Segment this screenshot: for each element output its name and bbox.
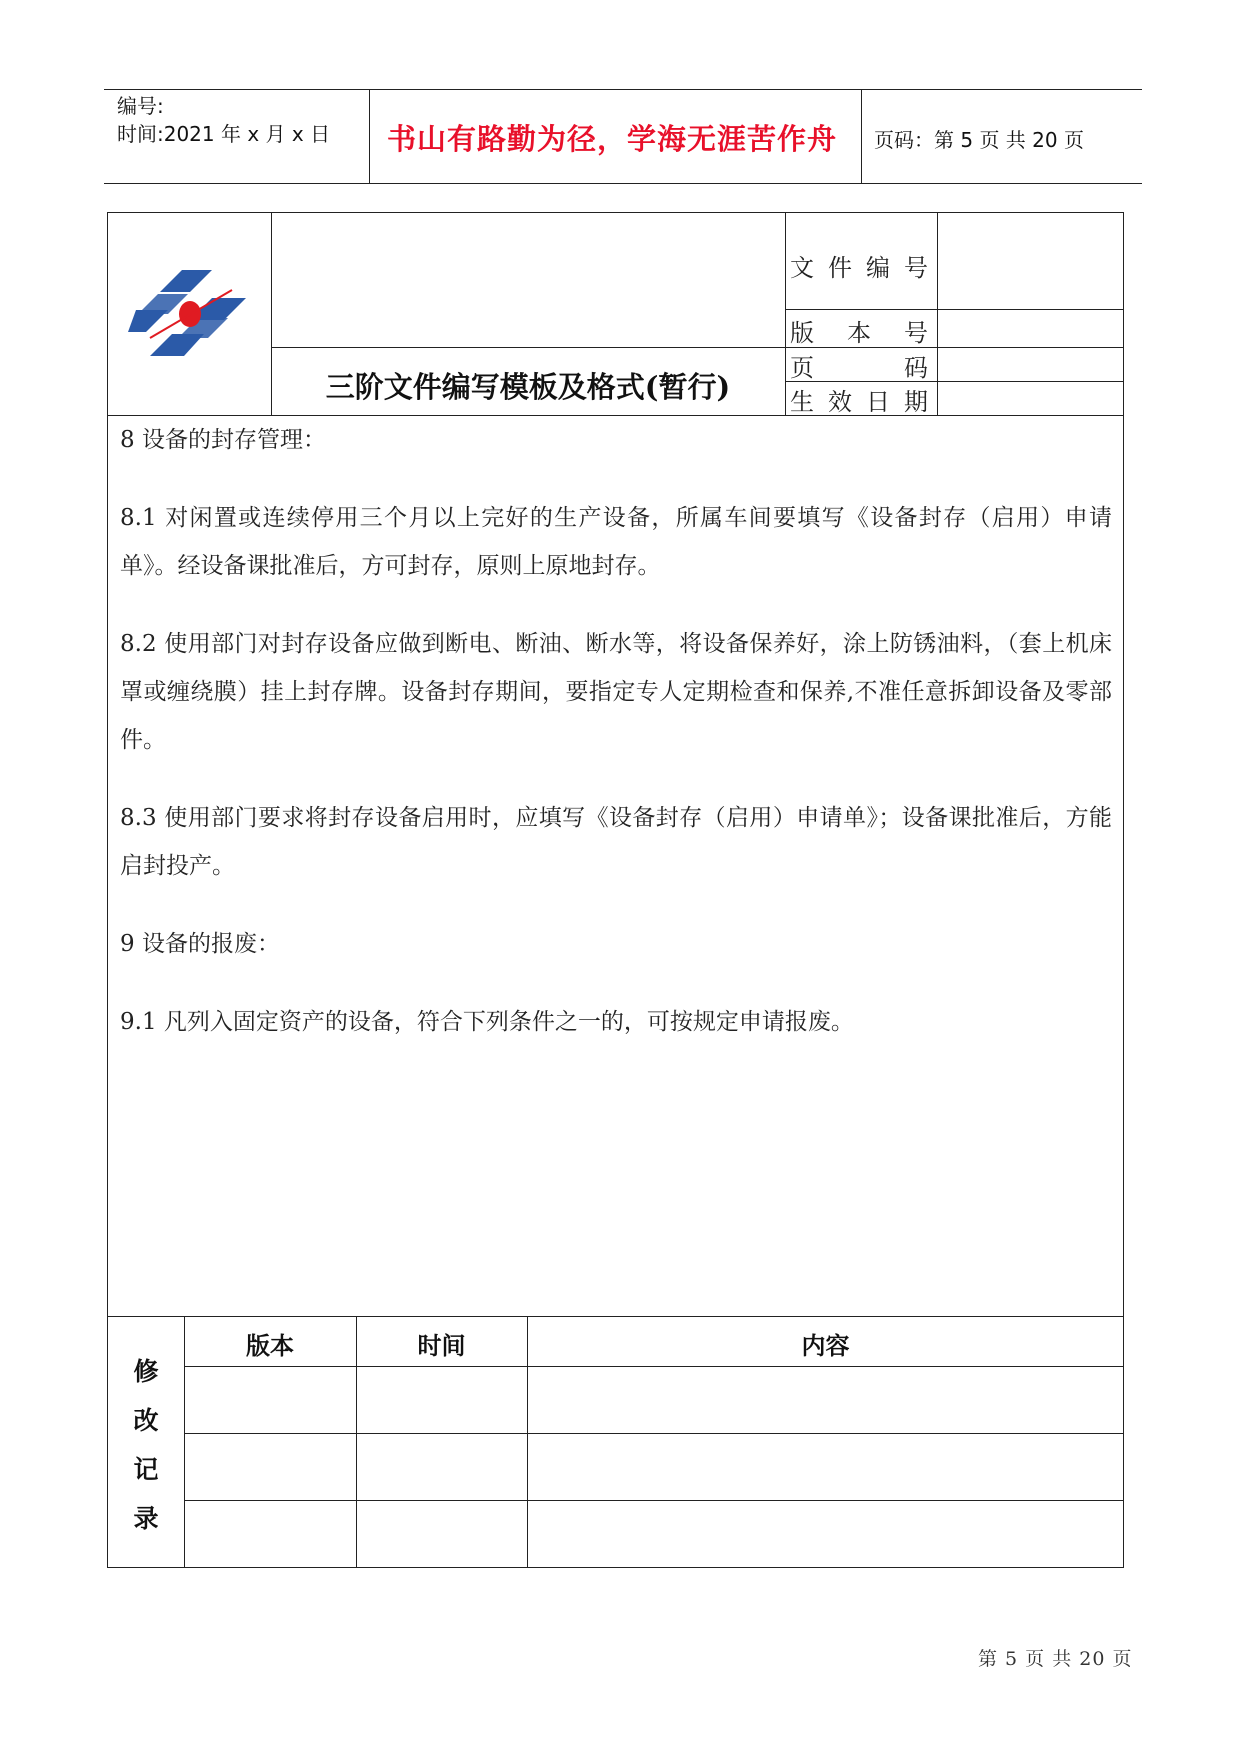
meta-char: 生 xyxy=(790,388,814,416)
revision-side-char: 记 xyxy=(133,1455,159,1484)
paragraph-8-2: 8.2 使用部门对封存设备应做到断电、断油、断水等，将设备保养好，涂上防锈油料，（套上机床罩或缠绕膜）挂上封存牌。设备封存期间，要指定专人定期检查和保养,不准任意拆卸设备及零部件。 xyxy=(120,631,1112,753)
meta-label-page xyxy=(790,348,928,383)
header-top-rule xyxy=(104,89,1142,90)
revision-side-char: 修 xyxy=(133,1357,159,1386)
meta-char: 号 xyxy=(904,254,928,282)
company-logo xyxy=(128,268,252,364)
header-code-label: 编号: xyxy=(117,94,164,118)
meta-char: 码 xyxy=(904,354,928,382)
meta-row-rule-1 xyxy=(785,309,1124,310)
revision-row-rule-1 xyxy=(184,1433,1124,1434)
document-body xyxy=(120,416,1112,1076)
title-block-value-divider xyxy=(937,212,938,415)
revision-side-char: 改 xyxy=(133,1406,159,1435)
revision-col-content: 内容 xyxy=(801,1331,850,1360)
document-title: 三阶文件编写模板及格式(暂行) xyxy=(325,370,731,404)
meta-char: 期 xyxy=(904,388,928,416)
meta-label-version xyxy=(790,313,928,348)
meta-char: 编 xyxy=(866,254,890,282)
header-meta xyxy=(117,92,330,148)
revision-col-version: 版本 xyxy=(246,1331,294,1360)
header-bottom-rule xyxy=(104,183,1142,184)
paragraph-heading-9: 9 设备的报废： xyxy=(120,931,280,957)
meta-char: 效 xyxy=(828,388,852,416)
meta-char: 文 xyxy=(790,254,814,282)
revision-header-rule xyxy=(184,1366,1124,1367)
revision-table-top-rule xyxy=(107,1316,1124,1317)
meta-char: 版 xyxy=(790,319,814,347)
revision-col-time: 时间 xyxy=(417,1331,466,1360)
meta-char: 号 xyxy=(904,319,928,347)
meta-char: 日 xyxy=(866,388,890,416)
header-page-info: 页码：第 5 页 共 20 页 xyxy=(874,128,1084,152)
meta-char: 本 xyxy=(847,319,871,347)
footer-page-info: 第 5 页 共 20 页 xyxy=(978,1648,1133,1670)
revision-row-rule-2 xyxy=(184,1500,1124,1501)
paragraph-heading-8: 8 设备的封存管理： xyxy=(120,427,326,453)
meta-char: 页 xyxy=(790,354,814,382)
paragraph-8-1: 8.1 对闲置或连续停用三个月以上完好的生产设备，所属车间要填写《设备封存（启用）申请单》。经设备课批准后，方可封存，原则上原地封存。 xyxy=(120,505,1112,579)
paragraph-9-1: 9.1 凡列入固定资产的设备，符合下列条件之一的，可按规定申请报废。 xyxy=(120,1009,854,1035)
header-divider-right xyxy=(861,90,862,184)
meta-char: 件 xyxy=(828,254,852,282)
paragraph-8-3: 8.3 使用部门要求将封存设备启用时，应填写《设备封存（启用）申请单》；设备课批准后，方能启封投产。 xyxy=(120,805,1112,879)
header-divider-left xyxy=(369,90,370,184)
meta-row-rule-2 xyxy=(271,347,1124,348)
revision-side-char: 录 xyxy=(133,1504,159,1533)
title-block-label-divider xyxy=(785,212,786,415)
meta-label-file-no xyxy=(790,248,928,283)
header-motto: 书山有路勤为径，学海无涯苦作舟 xyxy=(386,122,837,156)
header-time-label: 时间:2021 年 x 月 x 日 xyxy=(117,122,331,146)
meta-label-effective-date xyxy=(790,382,928,417)
